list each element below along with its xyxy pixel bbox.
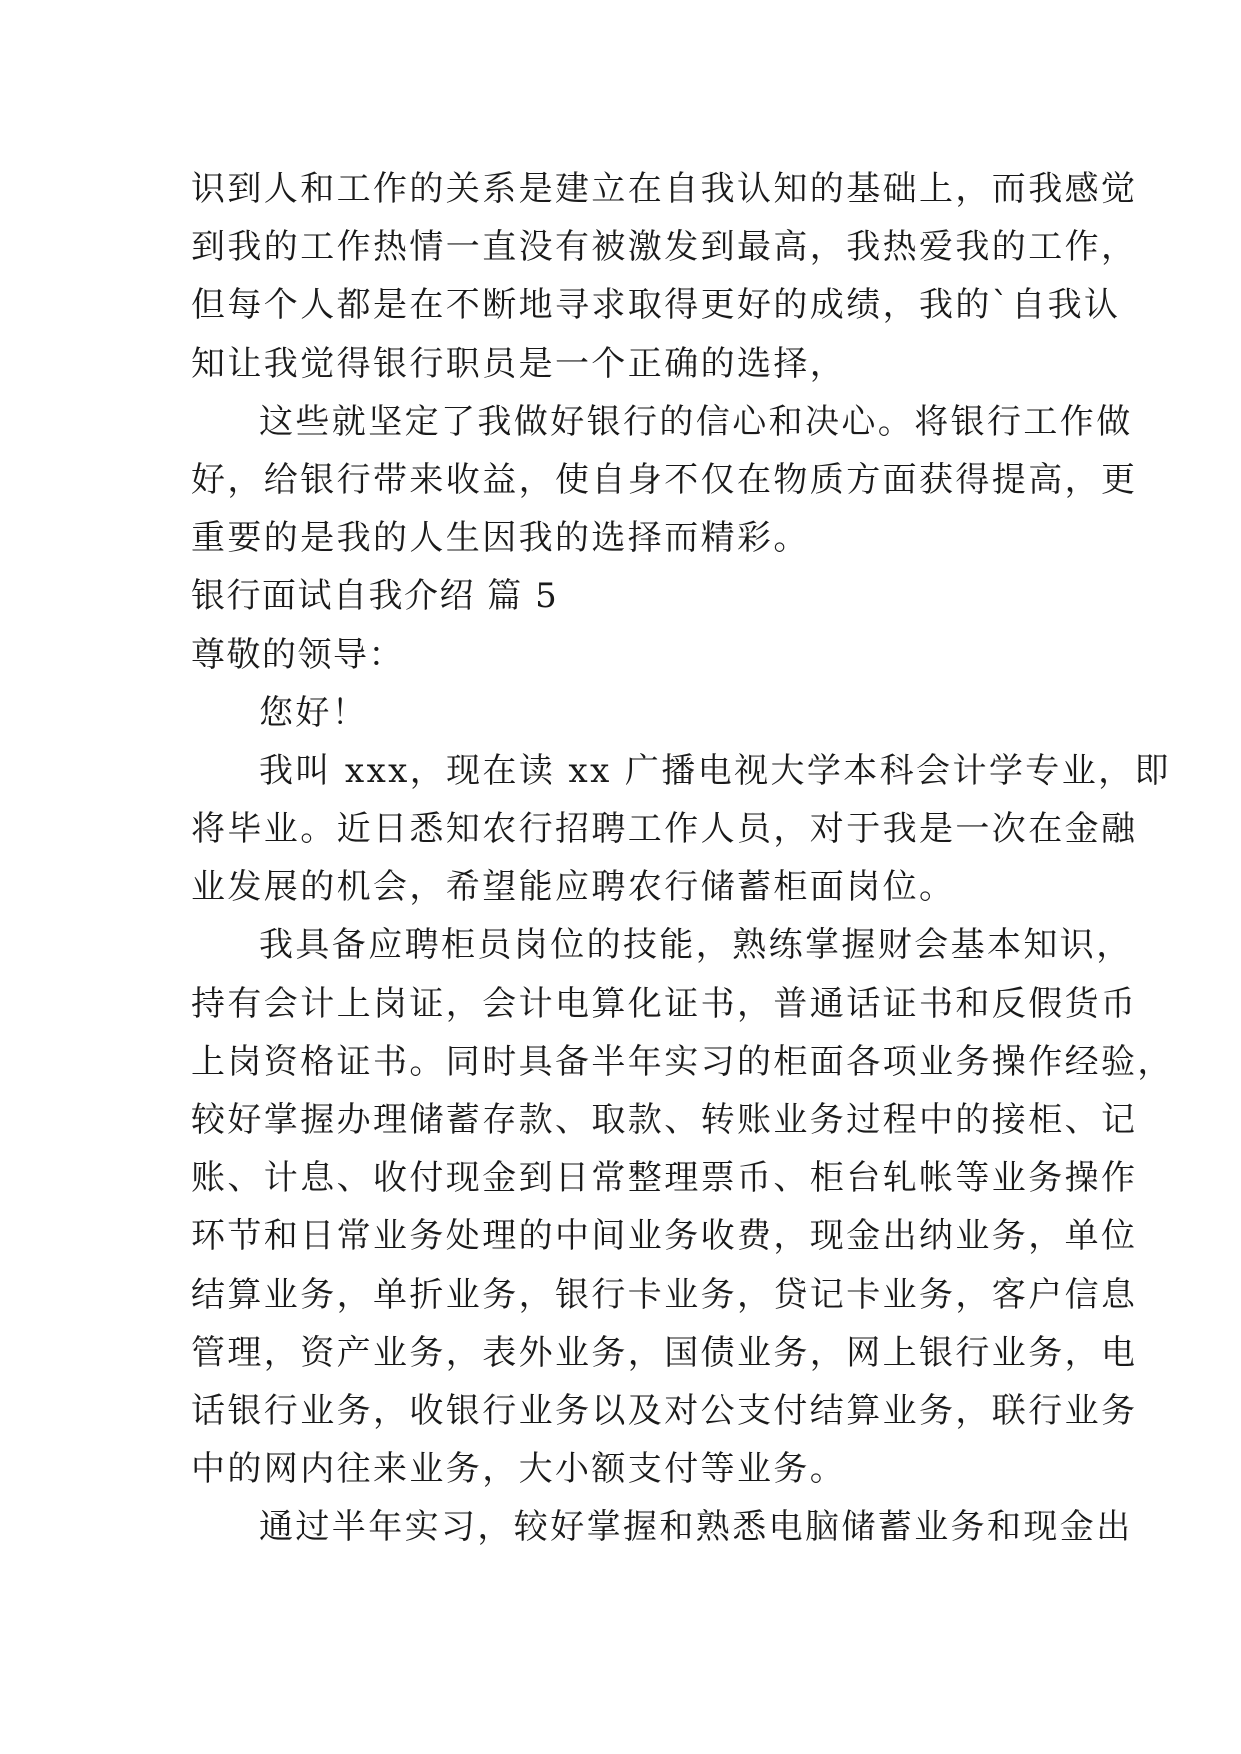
text-line: 业发展的机会，希望能应聘农行储蓄柜面岗位。 <box>191 867 956 908</box>
text-line: 上岗资格证书。同时具备半年实习的柜面各项业务操作经验， <box>191 1041 1174 1082</box>
text-line: 好，给银行带来收益，使自身不仅在物质方面获得提高，更 <box>191 459 1138 500</box>
paragraph-first-line: 我具备应聘柜员岗位的技能，熟练掌握财会基本知识， <box>259 925 1133 966</box>
text-line: 持有会计上岗证，会计电算化证书，普通话证书和反假货币 <box>191 983 1138 1024</box>
salutation: 尊敬的领导： <box>191 634 404 675</box>
text-line: 环节和日常业务处理的中间业务收费，现金出纳业务，单位 <box>191 1216 1138 1257</box>
paragraph-first-line: 我叫 xxx，现在读 xx 广播电视大学本科会计学专业，即 <box>259 750 1171 791</box>
text-line: 知让我觉得银行职员是一个正确的选择， <box>191 343 847 384</box>
document-body <box>191 160 1174 1557</box>
paragraph-first-line: 这些就坚定了我做好银行的信心和决心。将银行工作做 <box>259 401 1133 442</box>
text-line: 识到人和工作的关系是建立在自我认知的基础上，而我感觉 <box>191 169 1138 209</box>
greeting: 您好！ <box>259 692 369 733</box>
text-line: 话银行业务，收银行业务以及对公支付结算业务，联行业务 <box>191 1390 1138 1431</box>
text-line: 较好掌握办理储蓄存款、取款、转账业务过程中的接柜、记 <box>191 1100 1138 1140</box>
text-line: 中的网内往来业务，大小额支付等业务。 <box>191 1449 847 1490</box>
text-line: 重要的是我的人生因我的选择而精彩。 <box>191 518 810 559</box>
text-line: 将毕业。近日悉知农行招聘工作人员，对于我是一次在金融 <box>191 809 1138 850</box>
text-line: 到我的工作热情一直没有被激发到最高，我热爱我的工作， <box>191 227 1138 268</box>
text-line: 账、计息、收付现金到日常整理票币、柜台轧帐等业务操作 <box>191 1158 1138 1199</box>
text-line: 但每个人都是在不断地寻求取得更好的成绩，我的`自我认 <box>191 285 1121 326</box>
text-line: 管理，资产业务，表外业务，国债业务，网上银行业务，电 <box>191 1332 1138 1373</box>
paragraph-first-line: 通过半年实习，较好掌握和熟悉电脑储蓄业务和现金出 <box>259 1507 1133 1548</box>
text-line: 结算业务，单折业务，银行卡业务，贷记卡业务，客户信息 <box>191 1274 1138 1315</box>
section-heading: 银行面试自我介绍 篇 5 <box>191 576 559 617</box>
